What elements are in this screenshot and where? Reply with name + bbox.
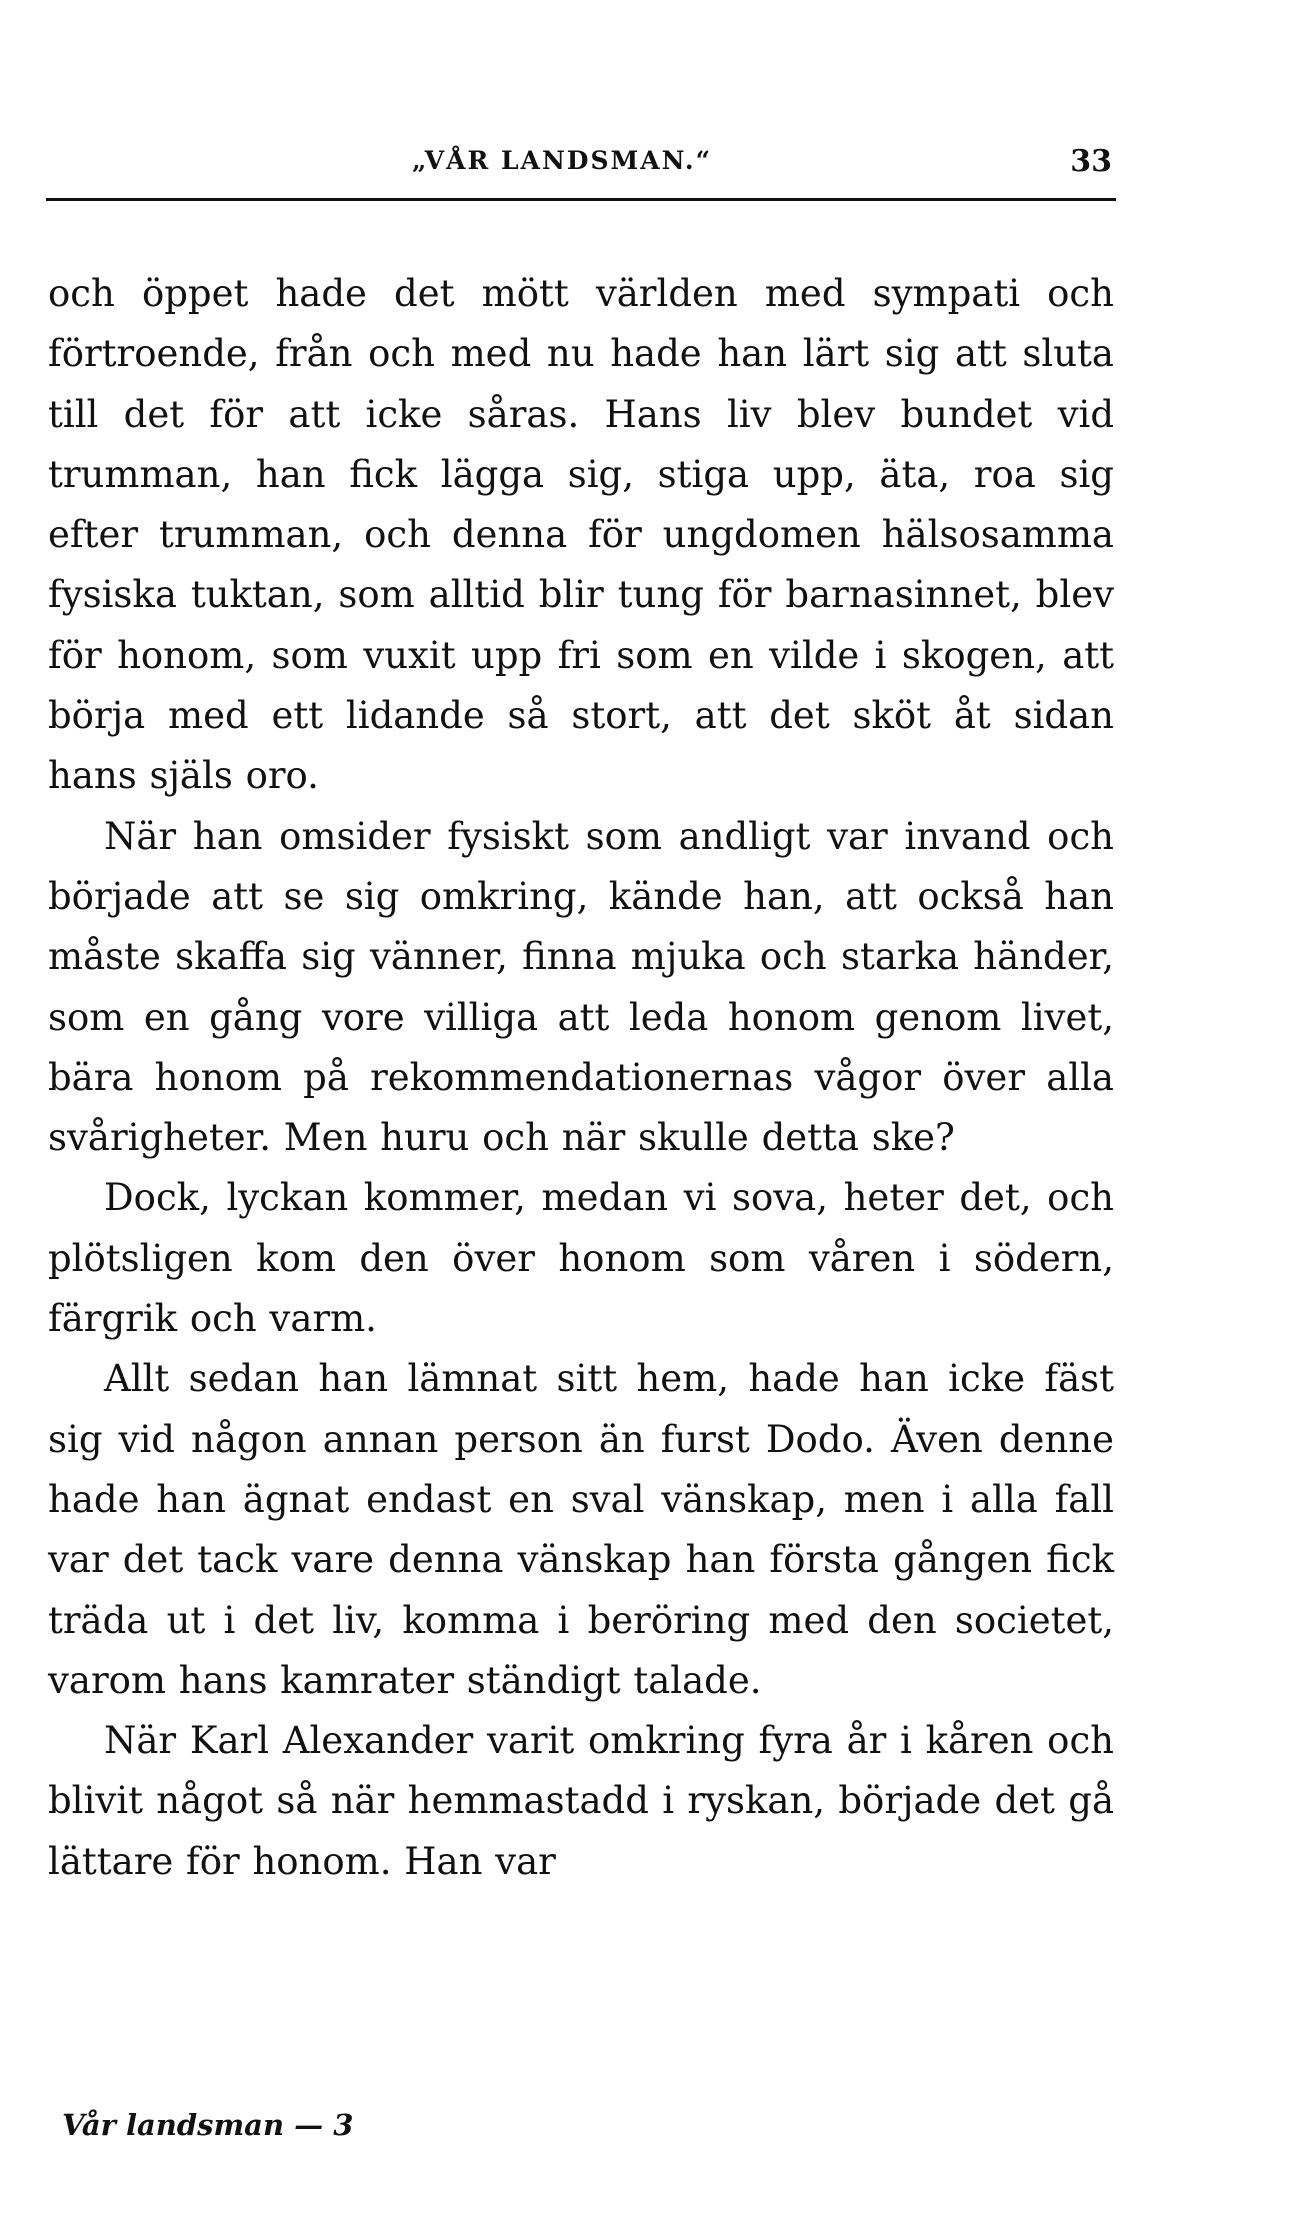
paragraph-3: Dock, lyckan kommer, medan vi sova, heter det, och plötsligen kom den över honom som våren i södern, färgrik och varm. [48, 1176, 1114, 1341]
running-head [52, 146, 1112, 196]
running-head-title: „VÅR LANDSMAN.“ [412, 146, 712, 175]
signature-mark: Vår landsman — 3 [62, 2108, 354, 2142]
header-rule [46, 198, 1116, 201]
body-text [48, 264, 1114, 1892]
paragraph-1: och öppet hade det mött världen med sympati och förtroende, från och med nu hade han lärt sig att sluta till det för att icke såras. Hans liv blev bundet vid trumman, han fick lägga sig, stiga upp, äta, roa sig efter trumman, och denna för ungdomen hälsosamma fysiska tuktan, som alltid blir tung för barnasinnet, blev för honom, som vuxit upp fri som en vilde i skogen, att börja med ett lidande så stort, att det sköt åt sidan hans själs oro. [48, 272, 1114, 798]
page-number: 33 [1070, 144, 1112, 179]
paragraph-5: När Karl Alexander varit omkring fyra år i kåren och blivit något så när hemmastadd i ryskan, började det gå lättare för honom. Han var [48, 1719, 1114, 1883]
paragraph-4: Allt sedan han lämnat sitt hem, hade han icke fäst sig vid någon annan person än furst Dodo. Även denne hade han ägnat endast en sval vänskap, men i alla fall var det tack vare denna vänskap han första gången fick träda ut i det liv, komma i beröring med den societet, varom hans kamrater ständigt talade. [48, 1357, 1114, 1702]
paragraph-2: När han omsider fysiskt som andligt var invand och började att se sig omkring, kände han, att också han måste skaffa sig vänner, finna mjuka och starka händer, som en gång vore villiga att leda honom genom livet, bära honom på rekommendationernas vågor över alla svårigheter. Men huru och när skulle detta ske? [48, 814, 1114, 1160]
